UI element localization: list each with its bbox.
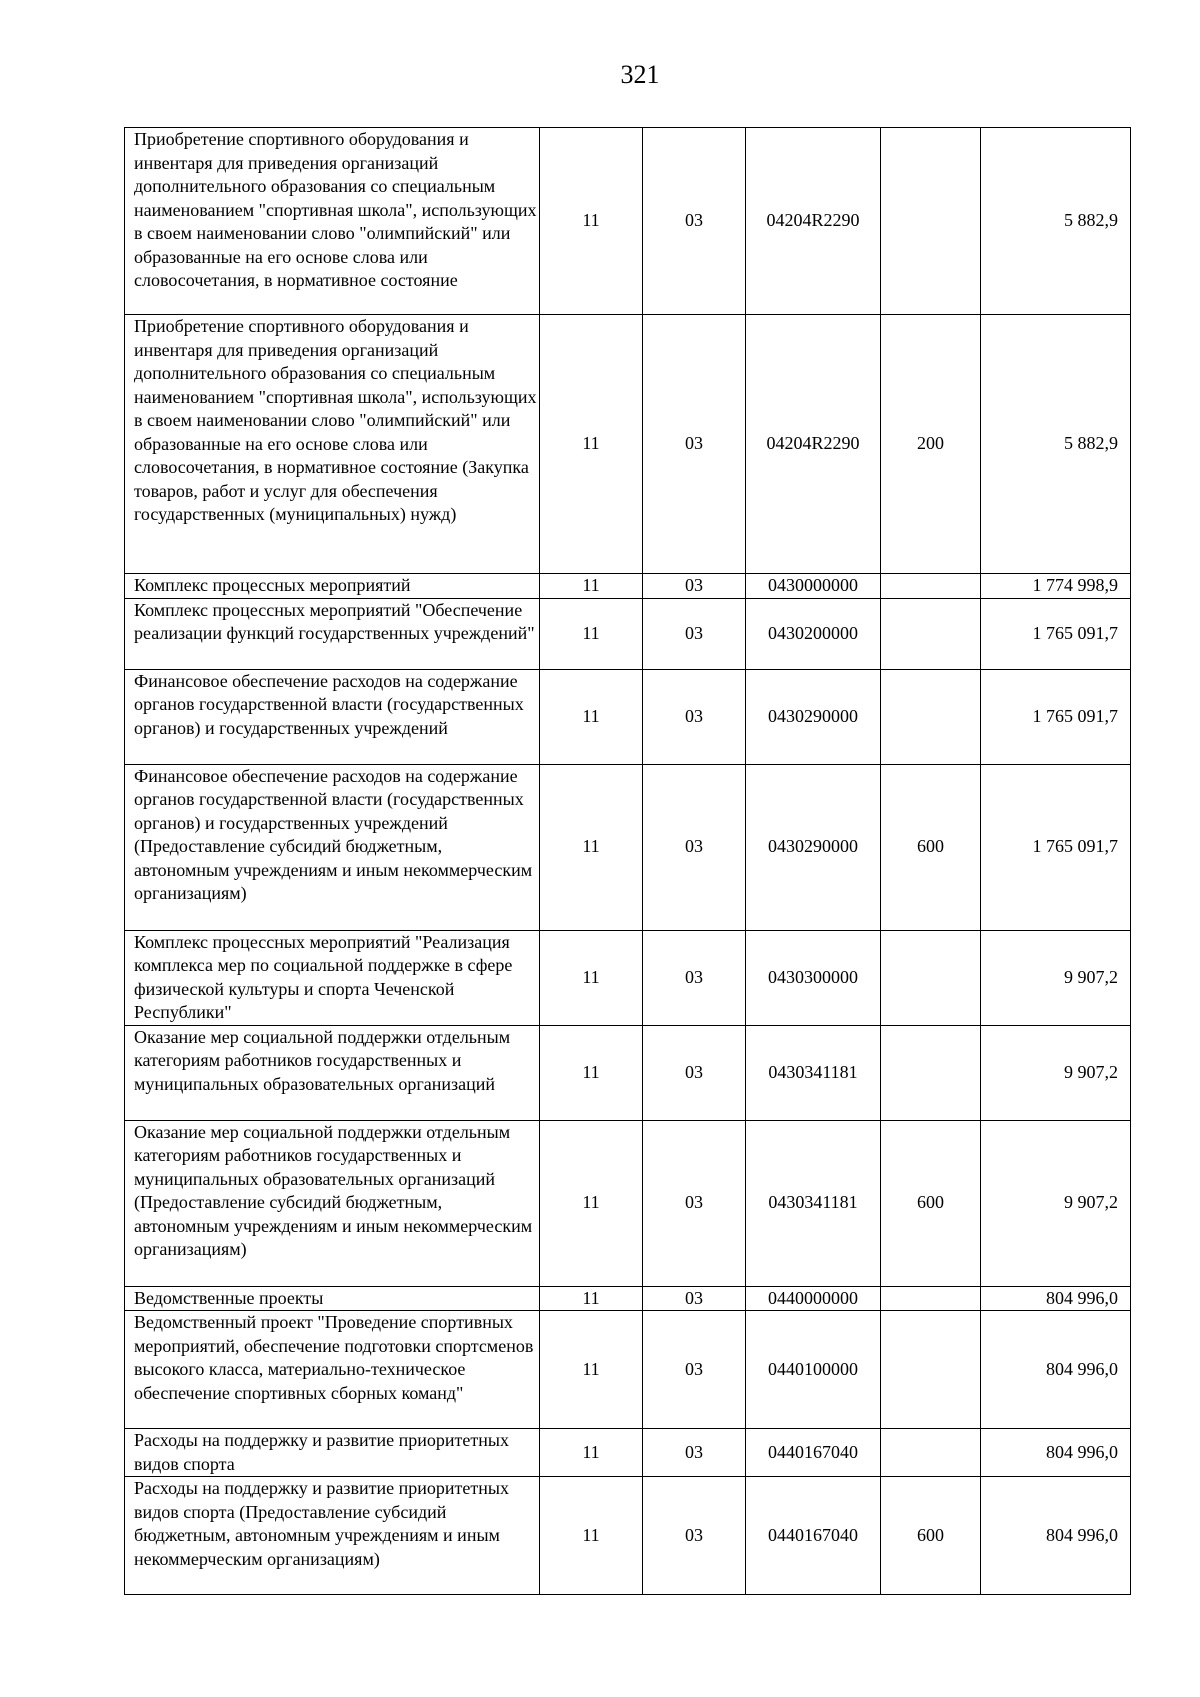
row-target-article: 0440167040: [746, 1477, 881, 1595]
row-name: Финансовое обеспечение расходов на содержание органов государственной власти (государственных органов) и государственных учреждений (Предоставление субсидий бюджетным, автономным учреждениям и иным некоммерческим организациям): [125, 764, 540, 930]
row-subsection: 03: [643, 598, 746, 669]
row-section: 11: [540, 669, 643, 764]
row-subsection: 03: [643, 1120, 746, 1286]
row-amount: 804 996,0: [981, 1477, 1131, 1595]
row-subsection: 03: [643, 669, 746, 764]
row-expense-type: 600: [881, 1477, 981, 1595]
row-expense-type: [881, 1311, 981, 1429]
row-expense-type: [881, 574, 981, 599]
row-name: Приобретение спортивного оборудования и инвентаря для приведения организаций дополнительного образования со специальным наименованием "спортивная школа", использующих в своем наименовании слово "олимпийский" или образованные на его основе слова или словосочетания, в нормативное состояние (Закупка товаров, работ и услуг для обеспечения государственных (муниципальных) нужд): [125, 315, 540, 574]
row-name: Комплекс процессных мероприятий "Обеспечение реализации функций государственных учреждений": [125, 598, 540, 669]
row-name: Ведомственный проект "Проведение спортивных мероприятий, обеспечение подготовки спортсменов высокого класса, материально-техническое обеспечение спортивных сборных команд": [125, 1311, 540, 1429]
row-amount: 5 882,9: [981, 315, 1131, 574]
row-section: 11: [540, 128, 643, 315]
row-subsection: 03: [643, 315, 746, 574]
budget-table: [124, 127, 1131, 1595]
budget-table-body: [125, 128, 1131, 1595]
row-section: 11: [540, 1120, 643, 1286]
row-amount: 9 907,2: [981, 1120, 1131, 1286]
row-expense-type: [881, 128, 981, 315]
row-subsection: 03: [643, 1286, 746, 1311]
row-subsection: 03: [643, 1477, 746, 1595]
row-name: Комплекс процессных мероприятий "Реализация комплекса мер по социальной поддержке в сфере физической культуры и спорта Чеченской Республики": [125, 930, 540, 1025]
row-amount: 5 882,9: [981, 128, 1131, 315]
table-row: [125, 128, 1131, 315]
row-target-article: 0430000000: [746, 574, 881, 599]
table-row: [125, 315, 1131, 574]
row-target-article: 0430341181: [746, 1025, 881, 1120]
row-amount: 804 996,0: [981, 1311, 1131, 1429]
table-row: [125, 764, 1131, 930]
row-expense-type: 600: [881, 764, 981, 930]
row-name: Финансовое обеспечение расходов на содержание органов государственной власти (государственных органов) и государственных учреждений: [125, 669, 540, 764]
row-subsection: 03: [643, 1025, 746, 1120]
row-amount: 1 765 091,7: [981, 598, 1131, 669]
row-subsection: 03: [643, 128, 746, 315]
row-section: 11: [540, 598, 643, 669]
row-expense-type: [881, 1025, 981, 1120]
row-target-article: 0430290000: [746, 764, 881, 930]
row-target-article: 0440167040: [746, 1429, 881, 1477]
row-section: 11: [540, 1311, 643, 1429]
page-number: 321: [620, 60, 660, 89]
row-expense-type: 200: [881, 315, 981, 574]
table-row: [125, 574, 1131, 599]
row-target-article: 0430341181: [746, 1120, 881, 1286]
row-section: 11: [540, 315, 643, 574]
table-row: [125, 669, 1131, 764]
row-expense-type: [881, 598, 981, 669]
row-target-article: 0440000000: [746, 1286, 881, 1311]
row-name: Расходы на поддержку и развитие приоритетных видов спорта: [125, 1429, 540, 1477]
row-name: Ведомственные проекты: [125, 1286, 540, 1311]
table-row: [125, 1120, 1131, 1286]
row-amount: 9 907,2: [981, 930, 1131, 1025]
row-name: Оказание мер социальной поддержки отдельным категориям работников государственных и муниципальных образовательных организаций (Предоставление субсидий бюджетным, автономным учреждениям и иным некоммерческим организациям): [125, 1120, 540, 1286]
table-row: [125, 1025, 1131, 1120]
row-amount: 1 774 998,9: [981, 574, 1131, 599]
row-section: 11: [540, 574, 643, 599]
row-expense-type: 600: [881, 1120, 981, 1286]
row-target-article: 0430200000: [746, 598, 881, 669]
row-amount: 1 765 091,7: [981, 669, 1131, 764]
row-subsection: 03: [643, 574, 746, 599]
row-section: 11: [540, 1025, 643, 1120]
row-target-article: 0430300000: [746, 930, 881, 1025]
row-name: Расходы на поддержку и развитие приоритетных видов спорта (Предоставление субсидий бюджетным, автономным учреждениям и иным некоммерческим организациям): [125, 1477, 540, 1595]
row-section: 11: [540, 764, 643, 930]
table-row: [125, 1429, 1131, 1477]
row-target-article: 04204R2290: [746, 128, 881, 315]
row-name: Приобретение спортивного оборудования и инвентаря для приведения организаций дополнительного образования со специальным наименованием "спортивная школа", использующих в своем наименовании слово "олимпийский" или образованные на его основе слова или словосочетания, в нормативное состояние: [125, 128, 540, 315]
row-target-article: 0440100000: [746, 1311, 881, 1429]
row-section: 11: [540, 1429, 643, 1477]
table-row: [125, 598, 1131, 669]
table-row: [125, 1477, 1131, 1595]
row-amount: 804 996,0: [981, 1286, 1131, 1311]
row-expense-type: [881, 1286, 981, 1311]
row-expense-type: [881, 930, 981, 1025]
row-section: 11: [540, 930, 643, 1025]
table-row: [125, 1286, 1131, 1311]
row-name: Комплекс процессных мероприятий: [125, 574, 540, 599]
row-subsection: 03: [643, 1311, 746, 1429]
row-amount: 804 996,0: [981, 1429, 1131, 1477]
row-subsection: 03: [643, 1429, 746, 1477]
row-subsection: 03: [643, 764, 746, 930]
row-section: 11: [540, 1286, 643, 1311]
table-row: [125, 930, 1131, 1025]
row-amount: 1 765 091,7: [981, 764, 1131, 930]
row-expense-type: [881, 669, 981, 764]
row-subsection: 03: [643, 930, 746, 1025]
row-amount: 9 907,2: [981, 1025, 1131, 1120]
row-section: 11: [540, 1477, 643, 1595]
table-row: [125, 1311, 1131, 1429]
row-name: Оказание мер социальной поддержки отдельным категориям работников государственных и муниципальных образовательных организаций: [125, 1025, 540, 1120]
row-expense-type: [881, 1429, 981, 1477]
row-target-article: 0430290000: [746, 669, 881, 764]
row-target-article: 04204R2290: [746, 315, 881, 574]
